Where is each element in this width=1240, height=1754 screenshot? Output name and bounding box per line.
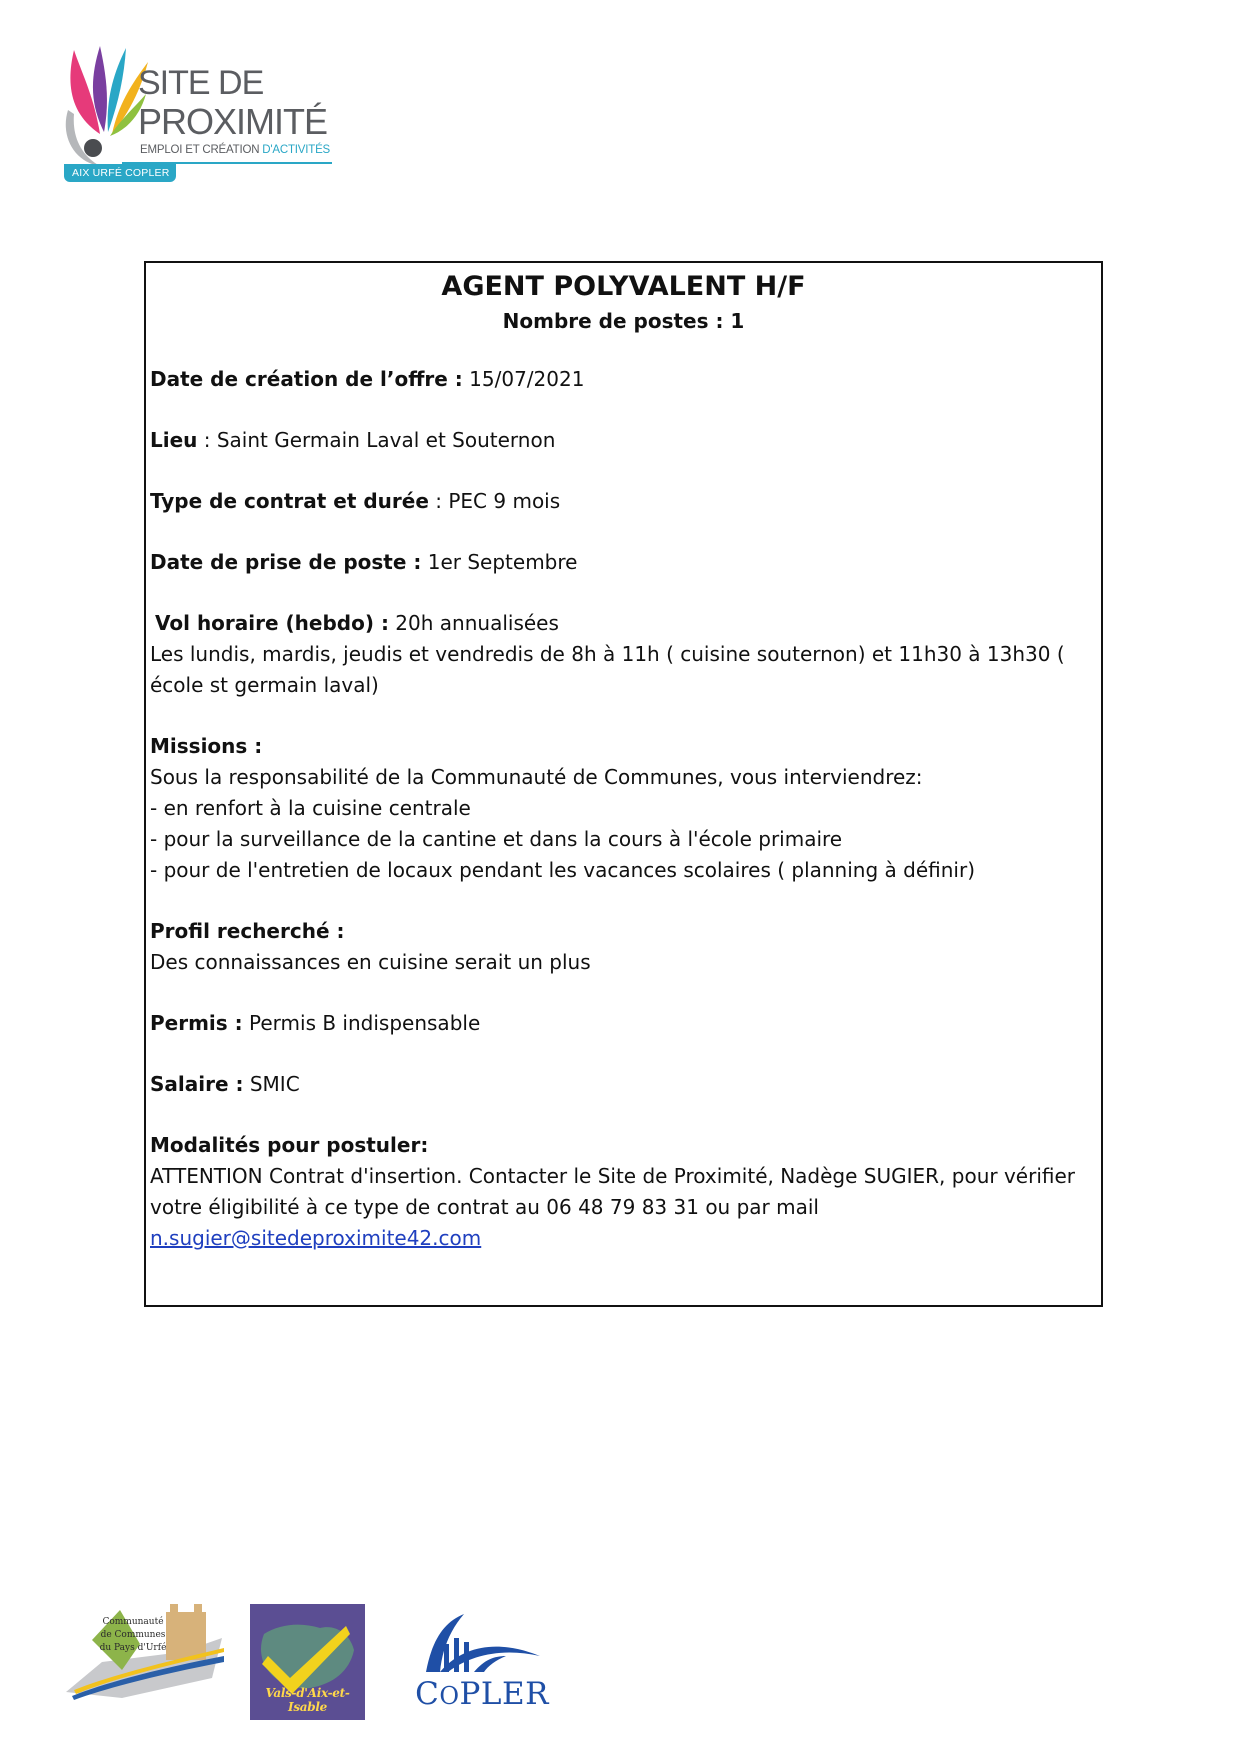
copler-name-o: O — [439, 1682, 460, 1710]
date-creation-value: 15/07/2021 — [462, 367, 585, 391]
offer-contrat — [150, 486, 1095, 517]
offer-profil — [150, 916, 1095, 978]
mission-item: - pour de l'entretien de locaux pendant les vacances scolaires ( planning à définir) — [150, 858, 975, 882]
offer-vol-horaire — [150, 608, 1095, 701]
offer-positions-count: Nombre de postes : 1 — [502, 309, 745, 333]
cc-line-2: de Communes — [100, 1630, 166, 1640]
lieu-label: Lieu — [150, 428, 198, 452]
permis-label: Permis : — [150, 1011, 243, 1035]
missions-label: Missions : — [150, 734, 263, 758]
modalites-text: ATTENTION Contrat d'insertion. Contacter le Site de Proximité, Nadège SUGIER, pour vérifier votre éligibilité à ce type de contrat au 06 48 79 83 31 ou par mail — [150, 1164, 1075, 1219]
prise-poste-value: 1er Septembre — [421, 550, 578, 574]
prise-poste-label: Date de prise de poste : — [150, 550, 422, 574]
brand-subtitle-part1: EMPLOI ET CRÉATION — [140, 144, 263, 156]
brand-line-2: PROXIMITÉ — [138, 101, 328, 142]
copler-name — [414, 1676, 550, 1712]
profil-label: Profil recherché : — [150, 919, 345, 943]
copler-logo — [414, 1610, 550, 1715]
offer-permis — [150, 1008, 1095, 1039]
brand-line-1: SITE DE — [138, 64, 264, 102]
offer-modalites — [150, 1130, 1095, 1254]
salaire-label: Salaire : — [150, 1072, 244, 1096]
offer-lieu — [150, 425, 1095, 456]
missions-intro: Sous la responsabilité de la Communauté de Communes, vous interviendrez: — [150, 765, 923, 789]
offer-missions — [150, 731, 1095, 886]
cc-text-block — [98, 1616, 168, 1655]
offer-body — [150, 364, 1095, 1284]
mission-item: - en renfort à la cuisine centrale — [150, 796, 471, 820]
profil-value: Des connaissances en cuisine serait un plus — [150, 950, 591, 974]
vol-horaire-label: Vol horaire (hebdo) : — [155, 611, 389, 635]
cc-line-1: Communauté — [102, 1617, 164, 1627]
modalites-label: Modalités pour postuler: — [150, 1133, 429, 1157]
copler-bridge-icon — [414, 1610, 550, 1680]
offer-salaire — [150, 1069, 1095, 1100]
vals-name: Vals-d'Aix-et-Isable — [265, 1686, 350, 1714]
vals-aix-isable-logo — [250, 1604, 365, 1720]
vol-horaire-detail: Les lundis, mardis, jeudis et vendredis de 8h à 11h ( cuisine souternon) et 11h30 à 13h30 ( école st germain laval) — [150, 642, 1065, 697]
contact-email-link[interactable]: n.sugier@sitedeproximite42.com — [150, 1226, 482, 1250]
communaute-communes-pays-urfe-logo — [62, 1600, 227, 1705]
salaire-value: SMIC — [243, 1072, 300, 1096]
brand-subtitle — [140, 144, 330, 156]
offer-title: AGENT POLYVALENT H/F — [441, 271, 806, 302]
copler-name-c: C — [415, 1676, 440, 1712]
petals-logo-icon — [60, 44, 150, 174]
job-offer-box — [144, 261, 1103, 1307]
brand-subtitle-part2: D'ACTIVITÉS — [262, 144, 331, 156]
cc-line-3: du Pays d'Urfé — [99, 1643, 167, 1653]
brand-tag: AIX URFÉ COPLER — [64, 164, 176, 182]
permis-value: Permis B indispensable — [242, 1011, 481, 1035]
contrat-label: Type de contrat et durée — [150, 489, 429, 513]
mission-item: - pour la surveillance de la cantine et dans la cours à l'école primaire — [150, 827, 843, 851]
date-creation-label: Date de création de l’offre : — [150, 367, 463, 391]
vol-horaire-value: 20h annualisées — [388, 611, 559, 635]
site-de-proximite-logo — [60, 44, 340, 194]
contrat-value: : PEC 9 mois — [428, 489, 561, 513]
offer-prise-poste — [150, 547, 1095, 578]
lieu-value: : Saint Germain Laval et Souternon — [197, 428, 556, 452]
copler-name-rest: PLER — [459, 1676, 549, 1712]
offer-date-creation — [150, 364, 1095, 395]
